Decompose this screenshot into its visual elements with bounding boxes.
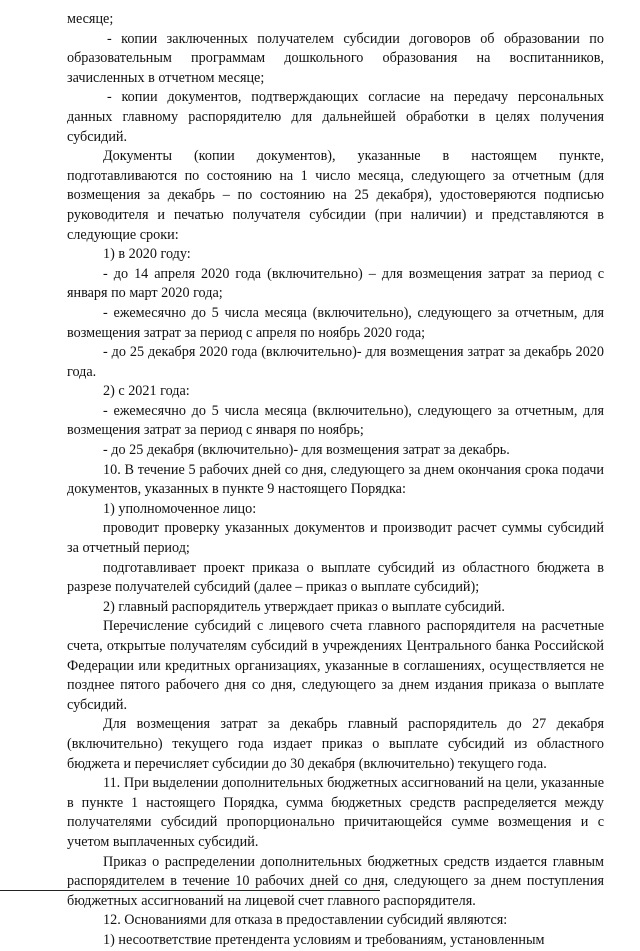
list-heading: 2) главный распорядитель утверждает приказ о выплате субсидий. <box>103 598 505 615</box>
list-heading: 1) уполномоченное лицо: <box>103 500 257 517</box>
list-item: - ежемесячно до 5 числа месяца (включительно), следующего за отчетным, для возмещения затрат за период с апреля по ноябрь 2020 года; <box>67 304 604 341</box>
section-paragraph: 10. В течение 5 рабочих дней со дня, следующего за днем окончания срока подачи документов, указанных в пункте 9 настоящего Порядка: <box>67 461 604 498</box>
section-paragraph: 11. При выделении дополнительных бюджетных ассигнований на цели, указанные в пункте 1 настоящего Порядка, сумма бюджетных средств распределяется между получателями субсидий пропорционально причитающейся сумме возмещения и с учетом выплаченных субсидий. <box>67 775 604 850</box>
paragraph: Для возмещения затрат за декабрь главный распорядитель до 27 декабря (включительно) текущего года издает приказ о выплате субсидий из областного бюджета и перечисляет субсидии до 30 декабря (включительно) текущего года. <box>67 716 604 772</box>
paragraph: Документы (копии документов), указанные в настоящем пункте, подготавливаются по состоянию на 1 число месяца, следующего за отчетным (для возмещения за декабрь – по состоянию на 25 декабря), удостоверяются подписью руководителя и печатью получателя субсидии (при наличии) и представляются в следующие сроки: <box>67 148 604 243</box>
section-paragraph: 12. Основаниями для отказа в предоставлении субсидий являются: <box>103 912 508 929</box>
list-heading: 2) с 2021 года: <box>103 383 190 400</box>
document-body <box>67 10 604 951</box>
list-item: - копии документов, подтверждающих согласие на передачу персональных данных главному распорядителю для дальнейшей обработки в целях получения субсидий. <box>67 89 604 145</box>
list-item: - до 14 апреля 2020 года (включительно) – для возмещения затрат за период с января по март 2020 года; <box>67 265 604 302</box>
list-item: - до 25 декабря (включительно)- для возмещения затрат за декабрь. <box>103 442 510 459</box>
paragraph: Перечисление субсидий с лицевого счета главного распорядителя на расчетные счета, открытые получателям субсидий в учреждениях Центрального банка Российской Федерации или кредитных организациях, указанные в соглашениях, осуществляется не позднее пятого рабочего дня со дня, следующего за днем издания приказа о выплате субсидий. <box>67 618 604 713</box>
paragraph: месяце; <box>67 11 114 27</box>
list-heading: 1) в 2020 году: <box>103 246 191 263</box>
footer-divider <box>0 890 380 891</box>
list-item: 1) несоответствие претендента условиям и требованиям, установленным <box>103 931 545 948</box>
list-item: - до 25 декабря 2020 года (включительно)- для возмещения затрат за декабрь 2020 года. <box>67 344 604 380</box>
list-item: - копии заключенных получателем субсидии договоров об образовании по образовательным программам дошкольного образования на воспитанников, зачисленных в отчетном месяце; <box>67 30 604 86</box>
paragraph: Приказ о распределении дополнительных бюджетных средств издается главным распорядителем в течение 10 рабочих дней со дня, следующего за днем поступления бюджетных ассигнований на лицевой счет главного распорядителя. <box>67 853 604 909</box>
list-item: - ежемесячно до 5 числа месяца (включительно), следующего за отчетным, для возмещения затрат за период с января по ноябрь; <box>67 402 604 439</box>
list-item: подготавливает проект приказа о выплате субсидий из областного бюджета в разрезе получателей субсидий (далее – приказ о выплате субсидий); <box>67 559 604 596</box>
list-item: проводит проверку указанных документов и производит расчет суммы субсидий за отчетный период; <box>67 520 604 557</box>
